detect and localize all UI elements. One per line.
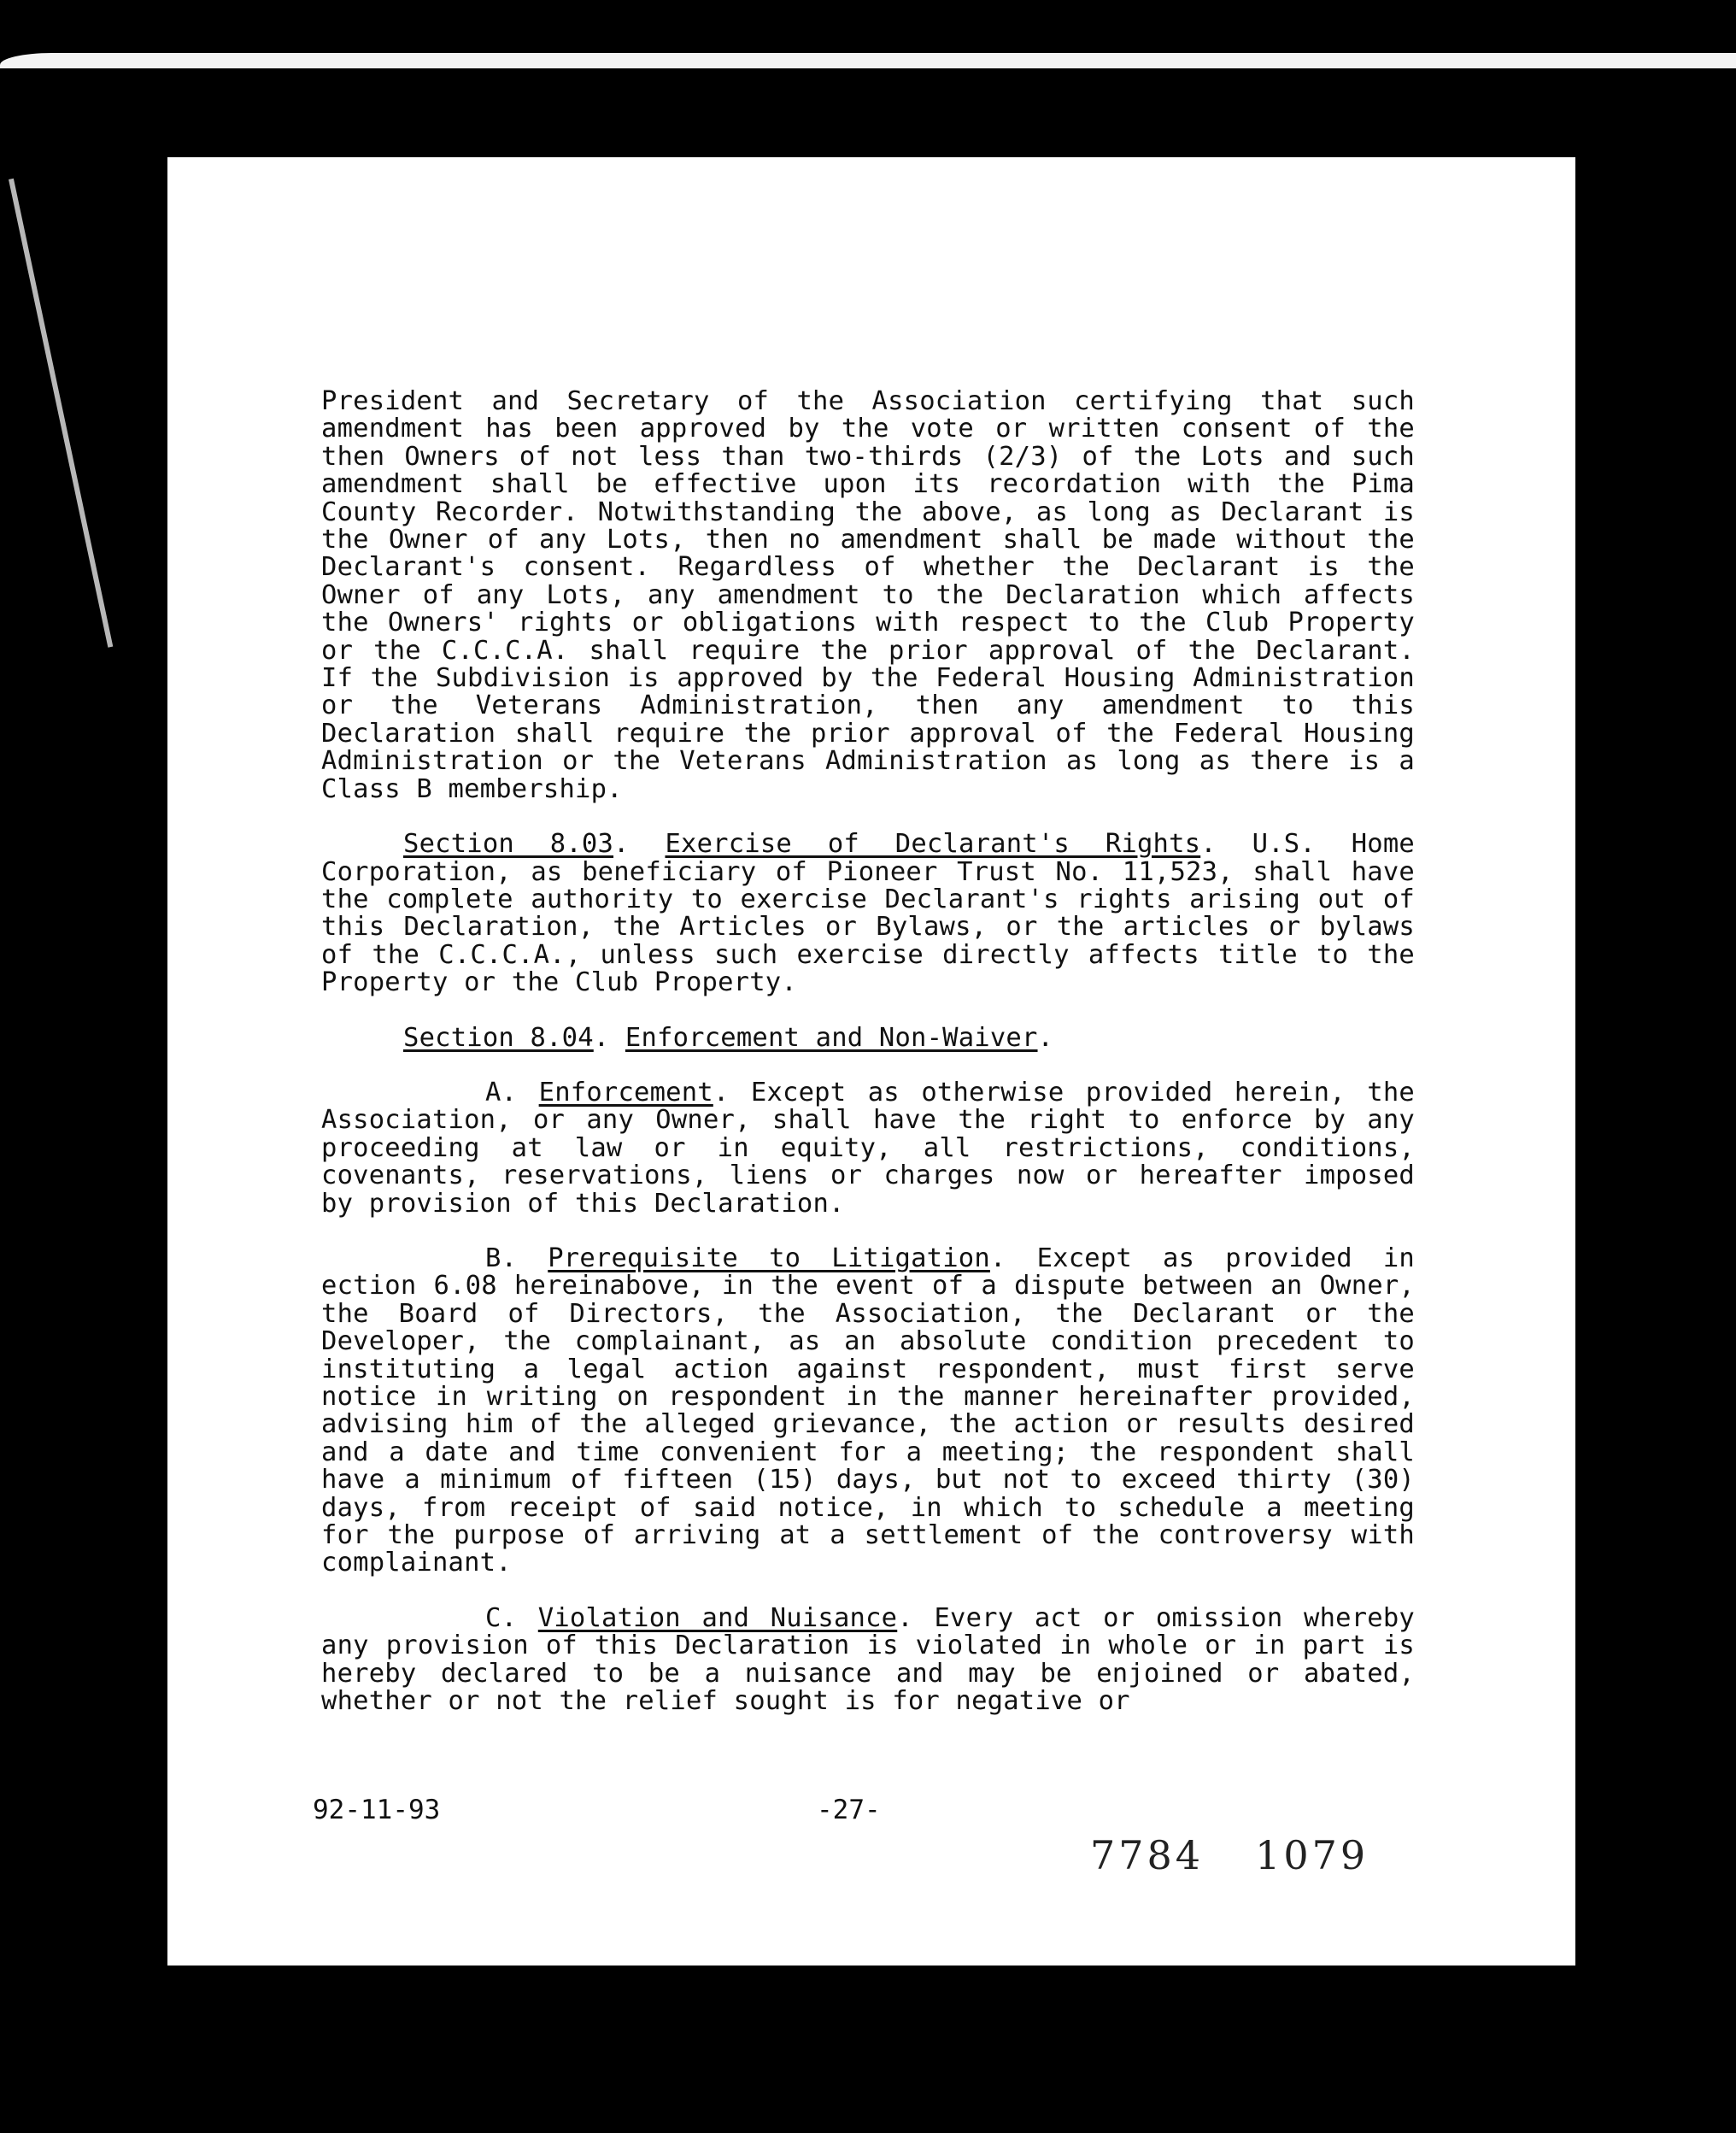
subsection-a-letter: A.: [485, 1077, 518, 1108]
subsection-c-body: Every act or omission whereby any provision of this Declaration is violated in whole or in part is hereby declared to be a nuisance and may be enjoined or abated, whether or not the relief sought is for negative or: [321, 1602, 1415, 1717]
subsection-b: B. Prerequisite to Litigation. Except as provided in ection 6.08 hereinabove, in the event of a dispute between an Owner, the Board of Directors, the Association, the Declarant or the Developer, the complainant, as an absolute condition precedent to instituting a legal action against respondent, must first serve notice in writing on respondent in the manner hereinafter provided, advising him of the alleged grievance, the action or results desired and a date and time convenient for a meeting; the respondent shall have a minimum of fifteen (15) days, but not to exceed thirty (30) days, from receipt of said notice, in which to schedule a meeting for the purpose of arriving at a settlement of the controversy with complainant.: [321, 1243, 1415, 1578]
subsection-a-title: Enforcement: [538, 1077, 713, 1108]
subsection-c-title: Violation and Nuisance: [537, 1602, 898, 1633]
section-8-04-label: Section 8.04: [403, 1022, 594, 1053]
subsection-b-letter: B.: [485, 1243, 518, 1273]
subsection-a-body: Except as otherwise provided herein, the Association, or any Owner, shall have the right to enforce by any proceeding at law or in equity, all restrictions, conditions, covenants, reservations, liens or charges now or hereafter imposed by provision of this Declaration.: [321, 1077, 1415, 1219]
paragraph-amendment-text: President and Secretary of the Association certifying that such amendment has been approved by the vote or written consent of the then Owners of not less than two-thirds (2/3) of the Lots and such amendment shall be effective upon its recordation with the Pima County Recorder. Notwithstanding the above, as long as Declarant is the Owner of any Lots, then no amendment shall be made without the Declarant's consent. Regardless of whether the Declarant is the Owner of any Lots, any amendment to the Declaration which affects the Owners' rights or obligations with respect to the Club Property or the C.C.C.A. shall require the prior approval of the Declarant. If the Subdivision is approved by the Federal Housing Administration or the Veterans Administration, then any amendment to this Declaration shall require the prior approval of the Federal Housing Administration or the Veterans Administration as long as there is a Class B membership.: [321, 386, 1415, 804]
section-8-03-title: Exercise of Declarant's Rights: [665, 829, 1201, 860]
section-8-03-body: U.S. Home Corporation, as beneficiary of Pioneer Trust No. 11,523, shall have the complete authority to exercise Declarant's rights arising out of this Declaration, the Articles or Bylaws, or the articles or bylaws of the C.C.C.A., unless such exercise directly affects title to the Property or the Club Property.: [321, 829, 1415, 998]
subsection-a: A. Enforcement. Except as otherwise provided herein, the Association, or any Owner, shall have the right to enforce by any proceeding at law or in equity, all restrictions, conditions, covenants, reservations, liens or charges now or hereafter imposed by provision of this Declaration.: [321, 1077, 1415, 1219]
recording-stamp: [1090, 1832, 1369, 1878]
page-number: -27-: [817, 1795, 881, 1825]
subsection-b-title: Prerequisite to Litigation: [548, 1243, 990, 1273]
document-body: [321, 388, 1415, 1742]
scan-edge-band: [0, 53, 1736, 68]
section-8-03: Section 8.03. Exercise of Declarant's Rights. U.S. Home Corporation, as beneficiary of Pioneer Trust No. 11,523, shall have the complete authority to exercise Declarant's rights arising out of this Declaration, the Articles or Bylaws, or the articles or bylaws of the C.C.C.A., unless such exercise directly affects title to the Property or the Club Property.: [321, 829, 1415, 998]
subsection-c: C. Violation and Nuisance. Every act or omission whereby any provision of this Declaration is violated in whole or in part is hereby declared to be a nuisance and may be enjoined or abated, whether or not the relief sought is for negative or: [321, 1602, 1415, 1717]
stamp-page-number: 1079: [1255, 1832, 1369, 1878]
subsection-c-letter: C.: [485, 1602, 518, 1633]
paragraph-amendment: [321, 388, 1415, 803]
subsection-b-body: Except as provided in ection 6.08 hereinabove, in the event of a dispute between an Owner, the Board of Directors, the Association, the Declarant or the Developer, the complainant, as an absolute condition precedent to instituting a legal action against respondent, must first serve notice in writing on respondent in the manner hereinafter provided, advising him of the alleged grievance, the action or results desired and a date and time convenient for a meeting; the respondent shall have a minimum of fifteen (15) days, but not to exceed thirty (30) days, from receipt of said notice, in which to schedule a meeting for the purpose of arriving at a settlement of the controversy with complainant.: [321, 1243, 1415, 1578]
document-page: [167, 157, 1575, 1966]
section-8-04-title: Enforcement and Non-Waiver: [625, 1022, 1038, 1053]
scan-streak: [9, 179, 113, 648]
footer-date: 92-11-93: [313, 1795, 441, 1825]
section-8-04-heading: Section 8.04. Enforcement and Non-Waiver.: [403, 1022, 1054, 1053]
stamp-book-number: 7784: [1090, 1832, 1205, 1878]
section-8-03-label: Section 8.03: [403, 829, 614, 860]
